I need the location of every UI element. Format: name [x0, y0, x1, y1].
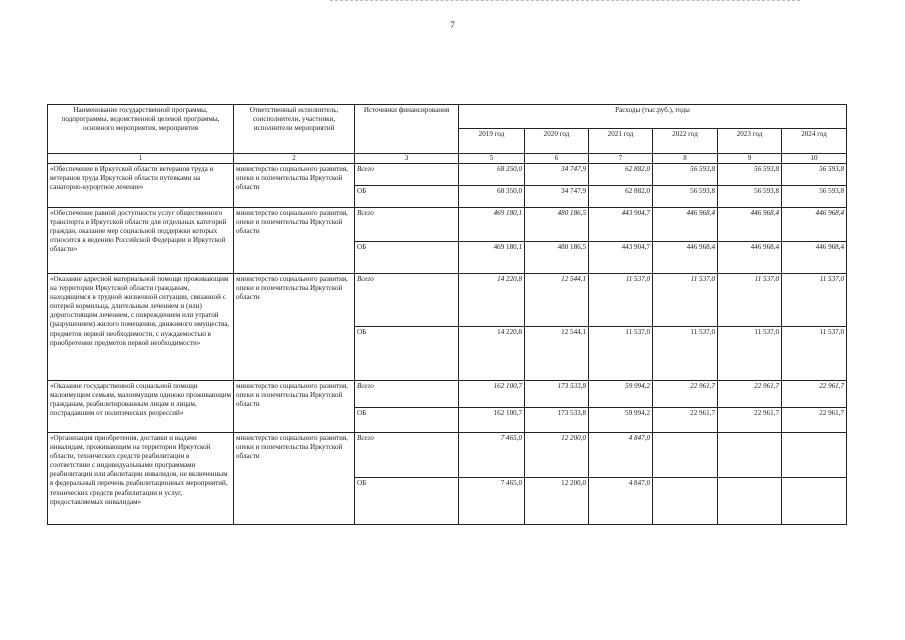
- total-value: 22 961,7: [653, 381, 718, 408]
- expenses-table: [47, 104, 847, 525]
- col-number: 10: [782, 154, 847, 164]
- header-executor: Ответственный исполнитель, соисполнители, участники, исполнители мероприятий: [234, 105, 355, 154]
- total-value: [718, 433, 782, 478]
- header-year: 2024 год: [782, 129, 847, 154]
- ob-value: 446 968,4: [653, 242, 718, 274]
- total-value: 34 747,9: [525, 164, 589, 186]
- total-value: 11 537,0: [589, 274, 653, 327]
- header-year: 2022 год: [653, 129, 718, 154]
- funding-total-label: Всего: [355, 274, 459, 327]
- funding-total-label: Всего: [355, 164, 459, 186]
- table-row: [48, 433, 847, 478]
- total-value: [782, 433, 847, 478]
- ob-value: 12 200,0: [525, 478, 589, 525]
- ob-value: 12 544,1: [525, 327, 589, 381]
- ob-value: 68 350,0: [459, 186, 525, 208]
- total-value: 480 186,5: [525, 208, 589, 242]
- total-value: 22 961,7: [782, 381, 847, 408]
- total-value: 446 968,4: [782, 208, 847, 242]
- ob-value: 22 961,7: [653, 408, 718, 433]
- total-value: [653, 433, 718, 478]
- header-year: 2019 год: [459, 129, 525, 154]
- ob-value: 446 968,4: [782, 242, 847, 274]
- ob-value: 162 100,7: [459, 408, 525, 433]
- ob-value: 59 994,2: [589, 408, 653, 433]
- col-number: 5: [459, 154, 525, 164]
- ob-value: [782, 478, 847, 525]
- col-number: 8: [653, 154, 718, 164]
- measure-executor: министерство социального развития, опеки и попечительства Иркутской области: [234, 164, 355, 208]
- col-number: 2: [234, 154, 355, 164]
- measure-name: «Оказание адресной материальной помощи проживающим на территории Иркутской области гражданам, находящимся в трудной жизненной ситуации, связанной с потерей кормильца, длительным лечением и (или) дорогостоящим лечением, с повреждением или утратой (разрушением) жилого помещения, движимого имущества, предметов первой необходимости, с нуждаемостью в приобретении предметов первой необходимости»: [48, 274, 234, 381]
- table-row: [48, 274, 847, 327]
- ob-value: 11 537,0: [589, 327, 653, 381]
- ob-value: [718, 478, 782, 525]
- col-number: 7: [589, 154, 653, 164]
- col-number: 6: [525, 154, 589, 164]
- measure-executor: министерство социального развития, опеки и попечительства Иркутской области: [234, 433, 355, 525]
- funding-ob-label: ОБ: [355, 327, 459, 381]
- header-year: 2023 год: [718, 129, 782, 154]
- total-value: 11 537,0: [782, 274, 847, 327]
- measure-executor: министерство социального развития, опеки и попечительства Иркутской области: [234, 381, 355, 433]
- ob-value: 480 186,5: [525, 242, 589, 274]
- table-row: [48, 164, 847, 186]
- total-value: 62 882,0: [589, 164, 653, 186]
- total-value: 11 537,0: [718, 274, 782, 327]
- funding-total-label: Всего: [355, 433, 459, 478]
- ob-value: 173 533,8: [525, 408, 589, 433]
- ob-value: 34 747,9: [525, 186, 589, 208]
- measure-name: «Обеспечение равной доступности услуг общественного транспорта в Иркутской области для отдельных категорий граждан, оказание мер социальной поддержки которых относится к ведению Российской Федерации и Иркутской области»: [48, 208, 234, 274]
- total-value: 173 533,8: [525, 381, 589, 408]
- ob-value: 443 904,7: [589, 242, 653, 274]
- ob-value: [653, 478, 718, 525]
- measure-executor: министерство социального развития, опеки и попечительства Иркутской области: [234, 274, 355, 381]
- total-value: 4 847,0: [589, 433, 653, 478]
- measure-name: «Оказание государственной социальной помощи малоимущим семьям, малоимущим одиноко проживающим гражданам, реабилитированным лицам и лицам, пострадавшим от политических репрессий»: [48, 381, 234, 433]
- header-year: 2021 год: [589, 129, 653, 154]
- table-row: [48, 208, 847, 242]
- ob-value: 11 537,0: [782, 327, 847, 381]
- header-source: Источники финансирования: [355, 105, 459, 154]
- ob-value: 56 593,8: [653, 186, 718, 208]
- total-value: 68 350,0: [459, 164, 525, 186]
- measure-executor: министерство социального развития, опеки и попечительства Иркутской области: [234, 208, 355, 274]
- ob-value: 56 593,8: [782, 186, 847, 208]
- total-value: 7 465,0: [459, 433, 525, 478]
- measure-name: «Обеспечение в Иркутской области ветеранов труда и ветеранов труда Иркутской области путевками на санаторно-курортное лечение»: [48, 164, 234, 208]
- total-value: 12 544,1: [525, 274, 589, 327]
- page-number: 7: [450, 20, 455, 30]
- ob-value: 446 968,4: [718, 242, 782, 274]
- ob-value: 11 537,0: [653, 327, 718, 381]
- ob-value: 11 537,0: [718, 327, 782, 381]
- funding-ob-label: ОБ: [355, 242, 459, 274]
- total-value: 446 968,4: [718, 208, 782, 242]
- table-row: [48, 381, 847, 408]
- total-value: 162 100,7: [459, 381, 525, 408]
- ob-value: 56 593,8: [718, 186, 782, 208]
- funding-total-label: Всего: [355, 381, 459, 408]
- total-value: 11 537,0: [653, 274, 718, 327]
- ob-value: 4 847,0: [589, 478, 653, 525]
- funding-ob-label: ОБ: [355, 186, 459, 208]
- ob-value: 22 961,7: [718, 408, 782, 433]
- col-number: 9: [718, 154, 782, 164]
- total-value: 56 593,8: [782, 164, 847, 186]
- ob-value: 22 961,7: [782, 408, 847, 433]
- total-value: 469 180,1: [459, 208, 525, 242]
- total-value: 59 994,2: [589, 381, 653, 408]
- total-value: 56 593,8: [718, 164, 782, 186]
- total-value: 22 961,7: [718, 381, 782, 408]
- total-value: 443 904,7: [589, 208, 653, 242]
- ob-value: 62 882,0: [589, 186, 653, 208]
- total-value: 56 593,8: [653, 164, 718, 186]
- ob-value: 7 465,0: [459, 478, 525, 525]
- ob-value: 14 220,8: [459, 327, 525, 381]
- scan-edge-line: [330, 0, 800, 2]
- col-number: 3: [355, 154, 459, 164]
- funding-ob-label: ОБ: [355, 478, 459, 525]
- col-number: 1: [48, 154, 234, 164]
- ob-value: 469 180,1: [459, 242, 525, 274]
- header-name: Наименование государственной программы, подпрограммы, ведомственной целевой программы, основного мероприятия, мероприятия: [48, 105, 234, 154]
- funding-total-label: Всего: [355, 208, 459, 242]
- funding-ob-label: ОБ: [355, 408, 459, 433]
- total-value: 12 200,0: [525, 433, 589, 478]
- total-value: 446 968,4: [653, 208, 718, 242]
- total-value: 14 220,8: [459, 274, 525, 327]
- header-year: 2020 год: [525, 129, 589, 154]
- measure-name: «Организация приобретения, доставки и выдачи инвалидам, проживающим на территории Иркутской области, технических средств реабилитации в соответствии с индивидуальными программами реабилитации или абилитации инвалидов, не включенным в федеральный перечень реабилитационных мероприятий, технических средств реабилитации и услуг, предоставляемых инвалидам»: [48, 433, 234, 525]
- header-expenses: Расходы (тыс.руб.), годы: [459, 105, 847, 129]
